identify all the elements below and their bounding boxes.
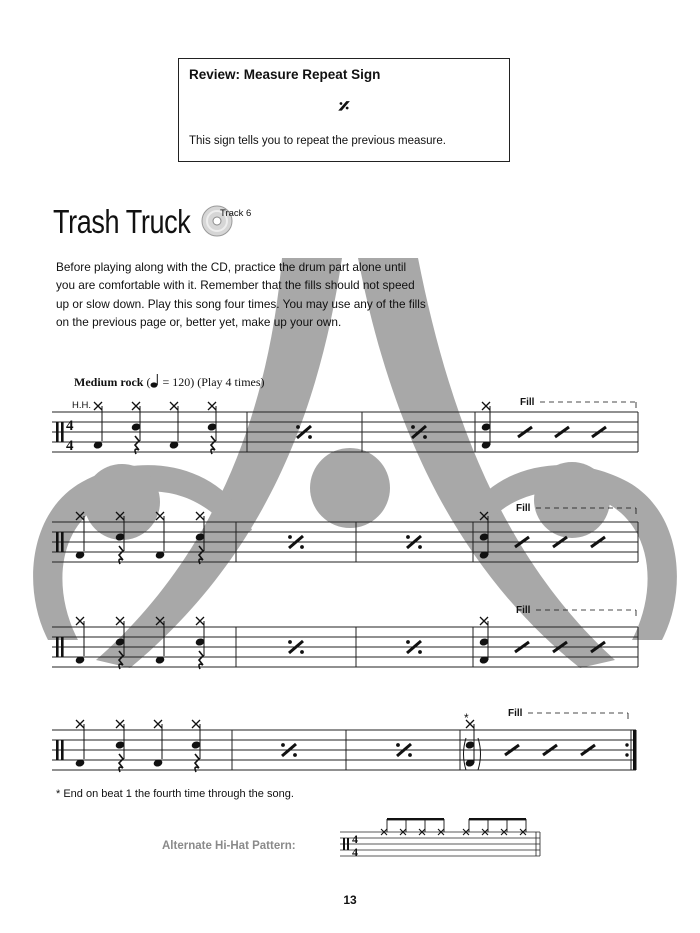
- footnote-asterisk: *: [464, 711, 469, 725]
- measure-repeat-dot: [396, 743, 400, 747]
- measure-repeat-dot: [288, 640, 292, 644]
- hihat-x-note: [154, 720, 162, 728]
- measure-repeat-dot: [423, 435, 427, 439]
- repeat-dot: [625, 753, 628, 756]
- hihat-x-note: [482, 402, 490, 410]
- percussion-clef: [56, 532, 59, 552]
- percussion-clef: [56, 740, 59, 760]
- hihat-x-note: [480, 512, 488, 520]
- hihat-x-note: [196, 617, 204, 625]
- measure-repeat-dot: [288, 535, 292, 539]
- measure-repeat-dot: [411, 425, 415, 429]
- percussion-clef: [56, 637, 59, 657]
- time-signature-bottom: 4: [66, 438, 74, 454]
- review-text: This sign tells you to repeat the previous measure.: [189, 135, 446, 147]
- hihat-x-note: [132, 402, 140, 410]
- tempo-mark: = 120): [162, 375, 195, 389]
- percussion-clef: [56, 422, 59, 442]
- hihat-x-note: [76, 720, 84, 728]
- hihat-x-note: [192, 720, 200, 728]
- song-title: Trash Truck: [53, 203, 191, 240]
- tempo-note: (Play 4 times): [197, 375, 265, 389]
- quarter-rest: [195, 754, 199, 772]
- measure-repeat-dot: [418, 650, 422, 654]
- measure-repeat-dot: [281, 743, 285, 747]
- percussion-clef: [61, 422, 64, 442]
- page-number: 13: [343, 893, 357, 907]
- final-barline-thick: [633, 730, 637, 770]
- measure-repeat-dot: [300, 650, 304, 654]
- measure-repeat-dot: [418, 545, 422, 549]
- percussion-clef: [347, 838, 349, 850]
- measure-repeat-dot: [293, 753, 297, 757]
- time-signature-top: 4: [352, 832, 358, 846]
- measure-repeat-dot: [408, 753, 412, 757]
- note-paren-left: [464, 738, 467, 770]
- fill-label: Fill: [508, 708, 523, 719]
- beam: [387, 818, 444, 820]
- track-label: Track 6: [220, 208, 252, 219]
- hihat-x-note: [116, 617, 124, 625]
- measure-repeat-dot: [300, 545, 304, 549]
- hihat-x-note: [116, 720, 124, 728]
- quarter-rest: [199, 651, 203, 669]
- hihat-label: H.H.: [72, 400, 91, 411]
- measure-repeat-dot: [296, 425, 300, 429]
- hihat-x-note: [76, 617, 84, 625]
- staff-system: [52, 627, 638, 667]
- hihat-x-note: [480, 617, 488, 625]
- tempo-marking: Medium rock ( = 120) (Play 4 times): [74, 375, 265, 389]
- note-paren-right: [478, 738, 481, 770]
- quarter-rest: [119, 754, 123, 772]
- time-signature-top: 4: [66, 418, 74, 434]
- hihat-x-note: [116, 512, 124, 520]
- beam: [469, 818, 526, 820]
- intro-paragraph: Before playing along with the CD, practice the drum part alone until you are comfortable with it. Remember that the fills should not speed up or slow down. Play this song four times. You may use any of the fills on the previous page or, better yet, make up your own.: [56, 260, 426, 329]
- hihat-x-note: [156, 617, 164, 625]
- time-signature-bottom: 4: [352, 845, 358, 859]
- measure-repeat-dot: [308, 435, 312, 439]
- percussion-clef: [61, 637, 64, 657]
- fill-label: Fill: [516, 503, 531, 514]
- percussion-clef: [61, 740, 64, 760]
- staff-system: [52, 522, 638, 562]
- fill-label: Fill: [520, 397, 535, 408]
- quarter-rest: [199, 546, 203, 564]
- review-title: Review: Measure Repeat Sign: [189, 67, 381, 82]
- percussion-clef: [343, 838, 345, 850]
- footnote: * End on beat 1 the fourth time through the song.: [56, 788, 294, 800]
- hihat-x-note: [76, 512, 84, 520]
- measure-repeat-dot: [406, 535, 410, 539]
- hihat-x-note: [156, 512, 164, 520]
- hihat-x-note: [208, 402, 216, 410]
- quarter-rest: [119, 546, 123, 564]
- quarter-rest: [211, 436, 215, 454]
- repeat-dot: [625, 743, 628, 746]
- hihat-x-note: [170, 402, 178, 410]
- measure-repeat-dot: [406, 640, 410, 644]
- quarter-rest: [135, 436, 139, 454]
- hihat-x-note: [196, 512, 204, 520]
- alternate-pattern-label: Alternate Hi-Hat Pattern:: [162, 840, 296, 852]
- measure-repeat-sign: 𝄎: [338, 95, 350, 120]
- quarter-rest: [119, 651, 123, 669]
- tempo-style: Medium rock: [74, 375, 144, 389]
- hihat-x-note: [94, 402, 102, 410]
- fill-label: Fill: [516, 605, 531, 616]
- percussion-clef: [61, 532, 64, 552]
